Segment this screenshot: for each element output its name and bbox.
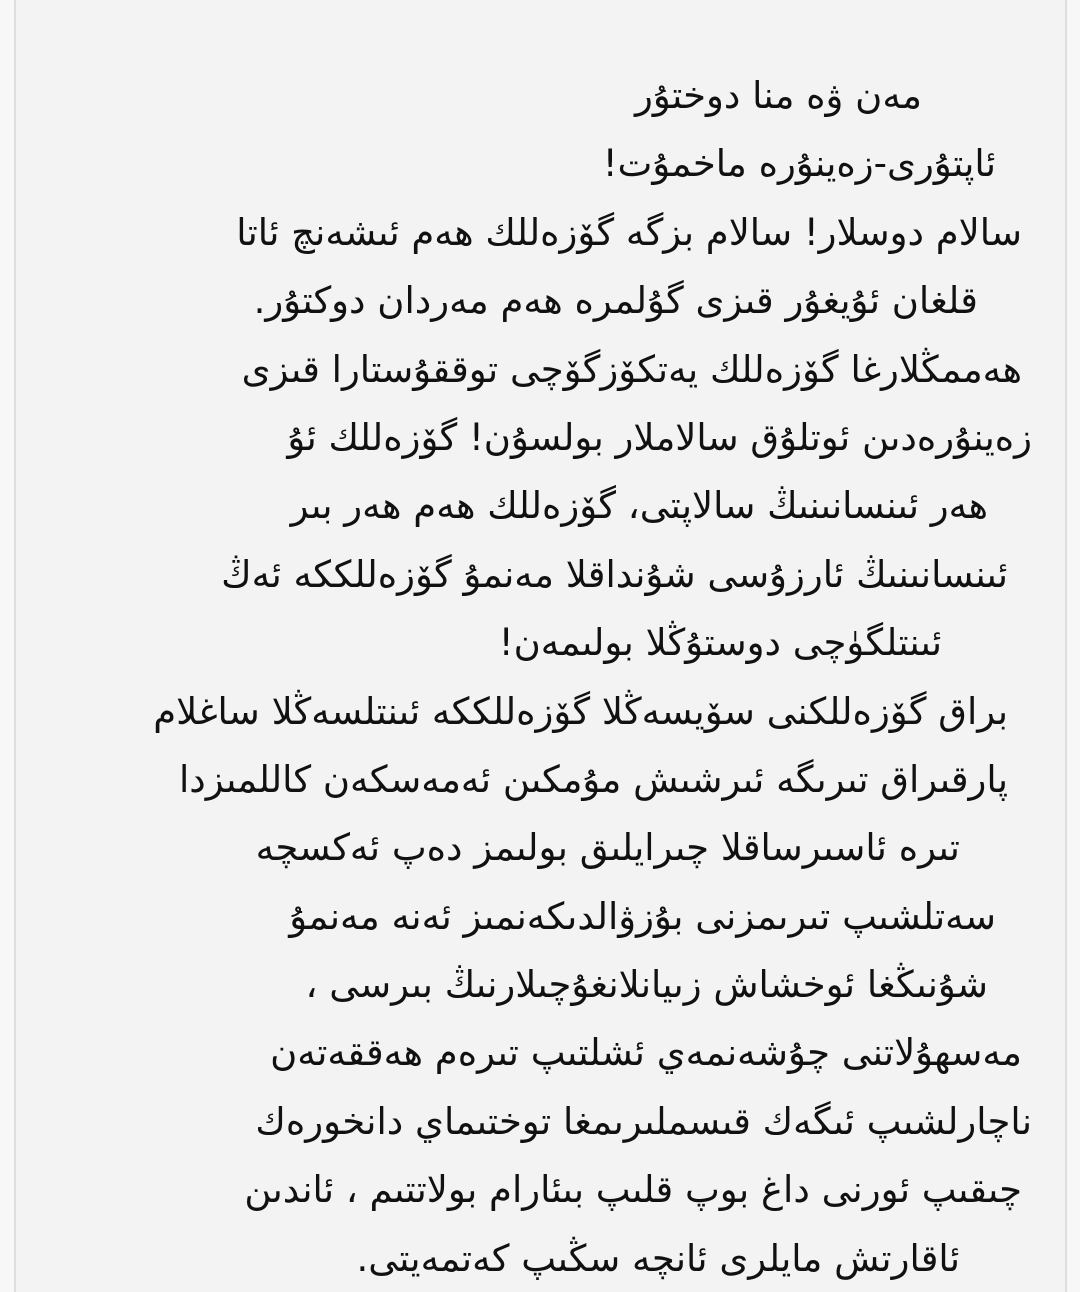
text-line: قلغان ئۇيغۇر قىزى گۇلمرە هەم مەردان دوكتۇر.: [253, 279, 978, 323]
text-line: ئىنسانىنىڭ ئارزۇسى شۇنداقلا مەنمۇ گۆزەللككە ئەڭ: [221, 552, 1008, 596]
text-line: چىقىپ ئورنى داغ بوپ قلىپ بىئارام بولاتتىم ، ئاندىن: [244, 1168, 1022, 1212]
text-line: زەينۇرەدىن ئوتلۇق سالاملار بولسۇن! گۆزەللك ئۇ: [287, 415, 1032, 459]
text-line: ناچارلشىپ ئىگەك قىسملىرىمغا توختىماي دانخورەك: [255, 1099, 1032, 1143]
article-text: [40, 62, 1040, 1292]
text-line: ئىنتلگۈچى دوستۇڭلا بولىمەن!: [498, 621, 942, 665]
text-line: براق گۆزەللكنى سۆيسەڭلا گۆزەللككە ئىنتلسەڭلا ساغلام: [153, 689, 1008, 733]
right-margin-rule: [1065, 0, 1080, 1292]
text-line: هەر ئىنسانىنىڭ سالاپتى، گۆزەللك هەم هەر بىر: [290, 484, 988, 528]
text-line: سەتلشىپ تىرىمزنى بۇزۋالدىكەنمىز ئەنە مەنمۇ: [289, 894, 996, 938]
text-line: هەممڭلارغا گۆزەللك يەتكۆزگۆچى توققۇستارا قىزى: [241, 347, 1022, 391]
left-margin-rule: [0, 0, 16, 1292]
text-line: تىرە ئاسىرساقلا چىرايلىق بولىمز دەپ ئەكسچە: [255, 826, 960, 870]
article-author: ئاپتۇرى-زەينۇرە ماخمۇت!: [602, 142, 996, 186]
text-line: شۇنىڭغا ئوخشاش زىيانلانغۇچىلارنىڭ بىرسى ،: [305, 963, 988, 1007]
text-line: ئاقارتش مايلرى ئانچە سڭىپ كەتمەيتى.: [356, 1236, 960, 1280]
article-title: مەن ۋە منا دوختۇر: [635, 74, 922, 117]
text-line: مەسھۇلاتنى چۇشەنمەي ئشلتىپ تىرەم هەققەتەن: [270, 1031, 1022, 1075]
text-line: پارقىراق تىرىگە ئىرشىش مۇمكىن ئەمەسكەن كاللمىزدا: [178, 757, 1008, 801]
text-line: سالام دوسلار! سالام بزگە گۆزەللك هەم ئىشەنچ ئاتا: [236, 210, 1022, 254]
